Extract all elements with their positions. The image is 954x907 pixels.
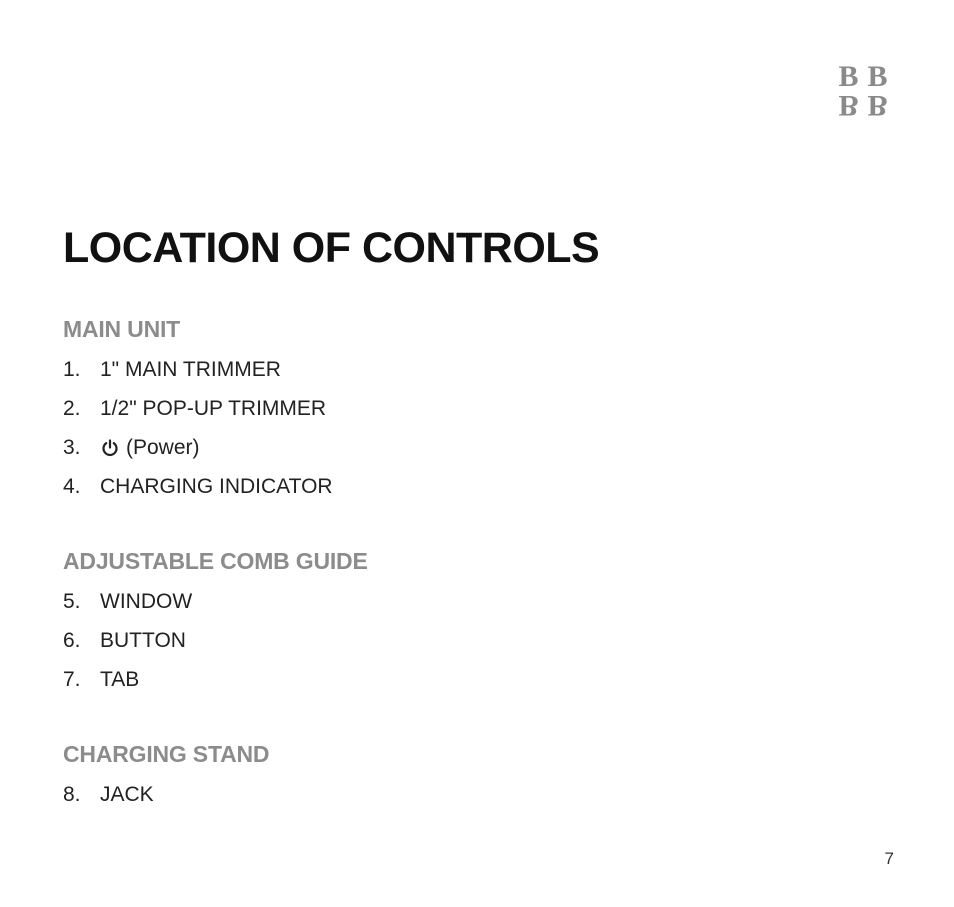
controls-list	[63, 582, 368, 699]
section-charging-stand	[63, 739, 269, 814]
item-label: BUTTON	[100, 628, 186, 652]
list-item	[63, 428, 333, 467]
logo-letter: B	[867, 89, 888, 122]
page-number: 7	[884, 849, 894, 868]
controls-list	[63, 350, 333, 506]
item-label: JACK	[100, 782, 154, 806]
item-label: CHARGING INDICATOR	[100, 474, 333, 498]
list-item	[63, 350, 333, 389]
item-number: 6.	[63, 628, 81, 652]
page-title: LOCATION OF CONTROLS	[63, 224, 600, 272]
list-item	[63, 621, 368, 660]
item-label: 1/2" POP-UP TRIMMER	[100, 396, 327, 420]
item-number: 8.	[63, 782, 81, 806]
item-number: 7.	[63, 667, 81, 691]
list-item	[63, 660, 368, 699]
item-number: 1.	[63, 357, 81, 381]
list-item	[63, 389, 333, 428]
section-adjustable-comb-guide	[63, 546, 368, 699]
logo-letter: B	[867, 60, 888, 93]
item-number: 4.	[63, 474, 81, 498]
item-label: 1" MAIN TRIMMER	[100, 357, 281, 381]
logo-letter: B	[838, 60, 859, 93]
item-label: TAB	[100, 667, 140, 691]
brand-logo	[834, 62, 892, 120]
list-item	[63, 467, 333, 506]
power-icon	[100, 438, 120, 458]
item-number: 3.	[63, 435, 81, 459]
section-main-unit	[63, 314, 333, 506]
list-item	[63, 775, 269, 814]
list-item	[63, 582, 368, 621]
item-number: 5.	[63, 589, 81, 613]
logo-letter: B	[838, 89, 859, 122]
section-heading: MAIN UNIT	[63, 316, 181, 342]
section-heading: CHARGING STAND	[63, 741, 270, 767]
item-label: WINDOW	[100, 589, 193, 613]
item-label: (Power)	[126, 435, 200, 459]
section-heading: ADJUSTABLE COMB GUIDE	[63, 548, 368, 574]
controls-list	[63, 775, 269, 814]
item-number: 2.	[63, 396, 81, 420]
